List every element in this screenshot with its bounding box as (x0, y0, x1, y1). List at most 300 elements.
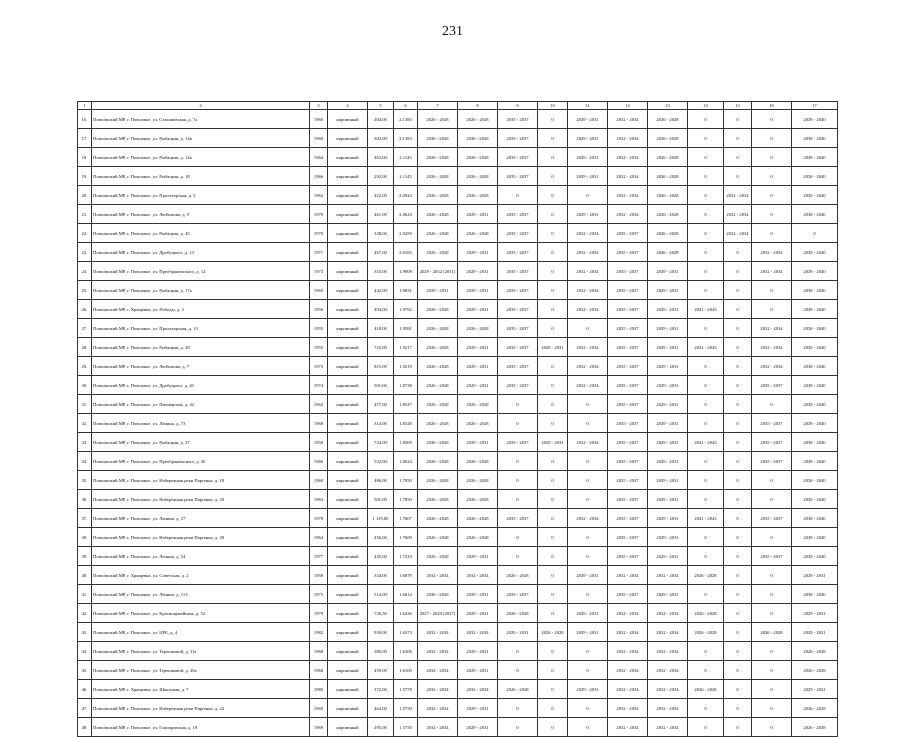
table-cell: 0 (538, 471, 568, 490)
table-cell: 1965 (310, 281, 328, 300)
table-cell: 2038 - 2040 (792, 395, 838, 414)
table-cell: 2038 - 2040 (792, 167, 838, 186)
table-row (78, 509, 838, 528)
table-cell: 0 (752, 300, 792, 319)
table-cell: 815,00 (368, 357, 394, 376)
address-cell: Поволжский МР, г. Поволжье, ул. Рыбацкая, д. 38 (92, 338, 310, 357)
row-number: 31. (78, 395, 92, 414)
address-cell: Поволжский МР, г. Поволжье, ул. Рыбацкая, д. 17а (92, 281, 310, 300)
table-cell: 725,00 (368, 338, 394, 357)
table-cell: 1.8328 (394, 414, 418, 433)
table-cell: 0 (498, 186, 538, 205)
table-cell: кирпичный (328, 281, 368, 300)
table-cell: кирпичный (328, 376, 368, 395)
table-cell: 0 (724, 395, 752, 414)
table-row (78, 547, 838, 566)
table-cell: 2032 - 2034 (608, 566, 648, 585)
row-number: 36. (78, 490, 92, 509)
table-cell: 2032 - 2034 (608, 110, 648, 129)
table-cell: 2035 - 2037 (608, 300, 648, 319)
table-cell: 2029 - 2031 (648, 490, 688, 509)
column-number: 16 (752, 102, 792, 110)
table-cell: кирпичный (328, 148, 368, 167)
table-cell: кирпичный (328, 585, 368, 604)
row-number: 16. (78, 110, 92, 129)
table-cell: 2026 - 2028 (752, 623, 792, 642)
table-cell: 1.8024 (394, 452, 418, 471)
address-cell: Поволжский МР, г. Хрящевка, ул. Победы, д. 2 (92, 300, 310, 319)
table-cell: 0 (498, 395, 538, 414)
table-cell: 2032 - 2034 (648, 699, 688, 718)
table-cell: 2026 - 2028 (792, 718, 838, 737)
table-cell: 0 (724, 661, 752, 680)
table-cell: 0 (752, 471, 792, 490)
table-cell: 2029 - 2031 (648, 471, 688, 490)
table-cell: кирпичный (328, 110, 368, 129)
column-number: 5 (368, 102, 394, 110)
table-row (78, 243, 838, 262)
table-cell: 2.0944 (394, 186, 418, 205)
table-cell: 2035 - 2037 (498, 585, 538, 604)
table-cell: 2.1383 (394, 110, 418, 129)
table-cell: 2029 - 2031 (648, 395, 688, 414)
table-cell: 2026 - 2028 (458, 319, 498, 338)
table-cell: 2038 - 2040 (792, 300, 838, 319)
table-cell: кирпичный (328, 623, 368, 642)
table-cell: 0 (498, 547, 538, 566)
table-row (78, 452, 838, 471)
table-cell: 2026 - 2028 (792, 661, 838, 680)
table-cell: 0 (688, 414, 724, 433)
table-row (78, 110, 838, 129)
table-cell: 0 (752, 680, 792, 699)
table-cell: 0 (538, 528, 568, 547)
table-row (78, 338, 838, 357)
table-cell: 2035 - 2037 (608, 433, 648, 452)
table-cell: 0 (688, 547, 724, 566)
table-cell: 0 (688, 699, 724, 718)
table-cell: 486,00 (368, 471, 394, 490)
table-cell: 0 (688, 319, 724, 338)
table-cell: 2029 - 2031 (458, 376, 498, 395)
table-cell: 0 (752, 604, 792, 623)
table-cell: 1979 (310, 604, 328, 623)
table-cell: 2026 - 2028 (792, 699, 838, 718)
address-cell: Поволжский МР, г. Поволжье, ул. ЦРБ, д. 4 (92, 623, 310, 642)
table-cell: 2.1383 (394, 129, 418, 148)
table-cell: 2038 - 2040 (792, 433, 838, 452)
address-cell: Поволжский МР, г. Поволжье, ул. Ленина, д. 27 (92, 509, 310, 528)
row-number: 32. (78, 414, 92, 433)
table-cell: 0 (538, 110, 568, 129)
table-cell: 726,50 (368, 604, 394, 623)
table-cell: 2038 - 2040 (792, 319, 838, 338)
table-cell: 0 (724, 623, 752, 642)
table-cell: 302,00 (368, 129, 394, 148)
column-number: 10 (538, 102, 568, 110)
address-cell: Поволжский МР, г. Поволжье, ул. Рыбацкая, д. 14в (92, 129, 310, 148)
table-cell: кирпичный (328, 433, 368, 452)
table-cell: 2029 - 2031 (792, 623, 838, 642)
table-cell: 2032 - 2034 (724, 224, 752, 243)
address-cell: Поволжский МР, г. Поволжье, ул. Рыбацкая, д. 37 (92, 433, 310, 452)
table-cell: 1971 (310, 243, 328, 262)
table-row (78, 699, 838, 718)
table-cell: 0 (568, 661, 608, 680)
table-cell: 2026 - 2028 (458, 129, 498, 148)
table-cell: 0 (498, 414, 538, 433)
table-cell: 2029 - 2031 (538, 338, 568, 357)
table-cell: 2035 - 2037 (752, 509, 792, 528)
table-cell: 2026 - 2028 (458, 148, 498, 167)
table-cell: 0 (538, 186, 568, 205)
table-cell: 2035 - 2037 (608, 585, 648, 604)
table-cell: 2029 - 2031 (458, 718, 498, 737)
table-cell: 2029 - 2031 (458, 281, 498, 300)
table-cell: 1.6306 (394, 642, 418, 661)
table-row (78, 604, 838, 623)
table-cell: 2035 - 2037 (608, 471, 648, 490)
table-cell: 2026 - 2028 (418, 490, 458, 509)
row-number: 30. (78, 376, 92, 395)
table-cell: 2029 - 2031 (458, 338, 498, 357)
table-cell: 2029 - 2031 (568, 129, 608, 148)
table-cell: 2038 - 2040 (792, 262, 838, 281)
row-number: 45. (78, 661, 92, 680)
table-cell: 2026 - 2028 (418, 300, 458, 319)
table-cell: 2041 - 2043 (688, 338, 724, 357)
table-cell: 2026 - 2028 (648, 129, 688, 148)
table-cell: 2032 - 2034 (752, 338, 792, 357)
table-cell: 0 (688, 528, 724, 547)
table-cell: 2032 - 2034 (752, 357, 792, 376)
table-row (78, 167, 838, 186)
table-cell: 1960 (310, 129, 328, 148)
table-cell: 2026 - 2028 (688, 604, 724, 623)
table-cell: 334,00 (368, 566, 394, 585)
table-cell: 0 (724, 699, 752, 718)
table-cell: 2032 - 2034 (608, 642, 648, 661)
table-cell: 0 (538, 509, 568, 528)
row-number: 44. (78, 642, 92, 661)
table-cell: 0 (538, 129, 568, 148)
table-cell: 0 (724, 300, 752, 319)
table-cell: 2026 - 2028 (418, 452, 458, 471)
table-cell: 2041 - 2043 (688, 509, 724, 528)
table-cell: 2035 - 2037 (498, 110, 538, 129)
address-cell: Поволжский МР, г. Поволжье, ул. Ленина, д. 54 (92, 547, 310, 566)
table-cell: 2026 - 2028 (418, 205, 458, 224)
address-cell: Поволжский МР, г. Поволжье, ул. Рыбацкая, д. 18 (92, 167, 310, 186)
table-cell: 2035 - 2037 (498, 129, 538, 148)
table-cell: 1962 (310, 395, 328, 414)
table-cell: 0 (724, 110, 752, 129)
table-cell: кирпичный (328, 680, 368, 699)
table-cell: 457,00 (368, 395, 394, 414)
table-cell: 0 (538, 661, 568, 680)
table-cell: 0 (498, 452, 538, 471)
table-row (78, 376, 838, 395)
table-cell: 532,00 (368, 452, 394, 471)
table-cell: 2032 - 2034 (568, 281, 608, 300)
table-row (78, 471, 838, 490)
table-cell: 2029 - 2031 (458, 642, 498, 661)
table-cell: 2035 - 2037 (498, 148, 538, 167)
table-cell: кирпичный (328, 205, 368, 224)
table-cell: 1.9908 (394, 262, 418, 281)
column-number: 11 (568, 102, 608, 110)
table-cell: 2038 - 2040 (792, 357, 838, 376)
table-cell: 2032 - 2034 (568, 357, 608, 376)
table-cell: 2032 - 2034 (458, 623, 498, 642)
table-cell: 461,00 (368, 205, 394, 224)
table-cell: 0 (724, 262, 752, 281)
table-cell: кирпичный (328, 357, 368, 376)
table-cell: 2026 - 2028 (688, 680, 724, 699)
address-cell: Поволжский МР, г. Поволжье, ул. Любимова, д. 7 (92, 357, 310, 376)
table-row (78, 490, 838, 509)
table-cell: 418,00 (368, 319, 394, 338)
table-cell: 0 (752, 110, 792, 129)
table-cell: 2026 - 2028 (418, 547, 458, 566)
table-cell: 1968 (310, 642, 328, 661)
column-number: 17 (792, 102, 838, 110)
row-number: 26. (78, 300, 92, 319)
row-number: 28. (78, 338, 92, 357)
table-cell: кирпичный (328, 414, 368, 433)
table-cell: 2029 - 2031 (458, 262, 498, 281)
table-cell: 2032 - 2034 (608, 699, 648, 718)
table-cell: 1.8309 (394, 433, 418, 452)
table-cell: 2029 - 2031 (458, 300, 498, 319)
table-cell: 0 (538, 414, 568, 433)
table-cell: 1966 (310, 167, 328, 186)
table-cell: 0 (688, 376, 724, 395)
table-row (78, 319, 838, 338)
table-cell: 0 (568, 699, 608, 718)
address-cell: Поволжский МР, г. Поволжье, ул. Терешковой, д. 20а (92, 661, 310, 680)
table-cell: 2026 - 2028 (458, 224, 498, 243)
table-cell: 0 (498, 528, 538, 547)
table-cell: 2032 - 2034 (648, 566, 688, 585)
table-cell: 0 (568, 490, 608, 509)
table-cell: 0 (724, 376, 752, 395)
address-cell: Поволжский МР, г. Поволжье, ул. Пролетарская, д. 5 (92, 186, 310, 205)
table-cell: 2029 - 2031 (648, 452, 688, 471)
row-number: 19. (78, 167, 92, 186)
table-cell: 2035 - 2037 (608, 509, 648, 528)
address-cell: Поволжский МР, г. Поволжье, ул. Рыбацкая, д. 45 (92, 224, 310, 243)
table-cell: 2032 - 2034 (608, 680, 648, 699)
table-cell: 2029 - 2031 (458, 357, 498, 376)
table-cell: 2032 - 2034 (752, 319, 792, 338)
table-cell: 0 (724, 680, 752, 699)
table-cell: кирпичный (328, 129, 368, 148)
table-cell: 1982 (310, 623, 328, 642)
table-cell: 1.7850 (394, 471, 418, 490)
table-cell: 0 (568, 395, 608, 414)
table-cell: 0 (538, 281, 568, 300)
table-cell: 0 (724, 433, 752, 452)
table-cell: 2032 - 2034 (568, 262, 608, 281)
table-cell: 0 (538, 262, 568, 281)
table-cell: 2026 - 2028 (648, 148, 688, 167)
table-cell: 1958 (310, 566, 328, 585)
table-cell: 2035 - 2037 (752, 433, 792, 452)
address-cell: Поволжский МР, г. Поволжье, ул. Набережная реки Паргенка, д. 22 (92, 699, 310, 718)
column-number: 9 (498, 102, 538, 110)
table-cell: 1958 (310, 433, 328, 452)
address-cell: Поволжский МР, г. Поволжье, ул. Ленина, д. 73 (92, 414, 310, 433)
address-cell: Поволжский МР, г. Поволжье, ул. Дробуцкого, д. 20 (92, 376, 310, 395)
table-cell: 2038 - 2040 (792, 148, 838, 167)
table-cell: 2026 - 2028 (458, 414, 498, 433)
table-cell: 2032 - 2034 (608, 148, 648, 167)
table-cell: кирпичный (328, 300, 368, 319)
table-cell: 2035 - 2037 (498, 243, 538, 262)
table-cell: 0 (724, 129, 752, 148)
table-cell: 2027 - 2029 (2027) (418, 604, 458, 623)
address-cell: Поволжский МР, г. Поволжье, ул. Рыбацкая, д. 14а (92, 148, 310, 167)
table-cell: кирпичный (328, 642, 368, 661)
table-cell: кирпичный (328, 395, 368, 414)
table-cell: 380,00 (368, 642, 394, 661)
table-cell: 2026 - 2028 (418, 319, 458, 338)
register-table (77, 101, 838, 737)
table-cell: 2032 - 2034 (568, 376, 608, 395)
row-number: 46. (78, 680, 92, 699)
table-cell: 2029 - 2031 (458, 205, 498, 224)
table-row (78, 718, 838, 737)
column-number: 6 (394, 102, 418, 110)
table-cell: 456,00 (368, 528, 394, 547)
table-cell: 0 (538, 148, 568, 167)
table-cell: 1973 (310, 262, 328, 281)
table-cell: 2035 - 2037 (752, 547, 792, 566)
table-cell: 0 (538, 642, 568, 661)
table-cell: 0 (688, 129, 724, 148)
table-row (78, 433, 838, 452)
address-cell: Поволжский МР, г. Поволжье, ул. Стахановская, д. 7а (92, 110, 310, 129)
table-cell: 2029 - 2031 (568, 604, 608, 623)
table-cell: 2032 - 2034 (568, 300, 608, 319)
table-cell: 0 (724, 338, 752, 357)
table-cell: 0 (688, 471, 724, 490)
table-row (78, 395, 838, 414)
table-cell: 0 (724, 528, 752, 547)
table-cell: 2026 - 2028 (688, 623, 724, 642)
table-cell: кирпичный (328, 186, 368, 205)
table-cell: 2035 - 2037 (498, 300, 538, 319)
table-cell: 2032 - 2034 (418, 642, 458, 661)
table-cell: 0 (568, 642, 608, 661)
table-cell: 2038 - 2040 (792, 110, 838, 129)
table-cell: 0 (752, 148, 792, 167)
table-cell: 1955 (310, 338, 328, 357)
table-cell: 0 (688, 642, 724, 661)
table-cell: 1964 (310, 148, 328, 167)
row-number: 23. (78, 243, 92, 262)
table-cell: 2029 - 2031 (648, 300, 688, 319)
table-cell: 2026 - 2028 (538, 623, 568, 642)
table-cell: 2026 - 2028 (458, 452, 498, 471)
table-cell: 0 (724, 718, 752, 737)
row-number: 35. (78, 471, 92, 490)
table-cell: 2029 - 2031 (458, 604, 498, 623)
row-number: 21. (78, 205, 92, 224)
row-number: 47. (78, 699, 92, 718)
table-cell: 2035 - 2037 (608, 262, 648, 281)
table-cell: 2.0165 (394, 243, 418, 262)
table-cell: 930,00 (368, 623, 394, 642)
table-cell: 1955 (310, 319, 328, 338)
table-cell: 1.7607 (394, 509, 418, 528)
row-number: 29. (78, 357, 92, 376)
table-cell: 2032 - 2034 (608, 661, 648, 680)
table-cell: 0 (724, 566, 752, 585)
table-cell: 0 (724, 414, 752, 433)
table-cell: 2035 - 2037 (498, 357, 538, 376)
table-cell: 1968 (310, 661, 328, 680)
table-cell: 2029 - 2031 (648, 338, 688, 357)
table-cell: 2.1143 (394, 148, 418, 167)
table-cell: 0 (724, 547, 752, 566)
table-cell: 1.9219 (394, 357, 418, 376)
table-cell: 0 (688, 718, 724, 737)
table-cell: 2026 - 2028 (498, 566, 538, 585)
table-cell: 0 (724, 509, 752, 528)
address-cell: Поволжский МР, г. Поволжье, ул. Гончаровская, д. 18 (92, 718, 310, 737)
table-cell: 0 (568, 414, 608, 433)
table-cell: 0 (538, 205, 568, 224)
table-cell: 514,00 (368, 585, 394, 604)
table-cell: 0 (724, 148, 752, 167)
table-cell: 0 (724, 585, 752, 604)
table-cell: 2035 - 2037 (608, 357, 648, 376)
table-cell: 0 (688, 395, 724, 414)
address-cell: Поволжский МР, г. Поволжье, ул. Набережная реки Паргенка, д. 18 (92, 471, 310, 490)
table-cell: 2035 - 2037 (608, 395, 648, 414)
table-cell: 2035 - 2037 (498, 262, 538, 281)
table-cell: 2035 - 2037 (608, 452, 648, 471)
table-cell: 724,00 (368, 433, 394, 452)
table-cell: 2026 - 2028 (498, 604, 538, 623)
row-number: 40. (78, 566, 92, 585)
address-cell: Поволжский МР, г. Поволжье, ул. Ленина, д. 113 (92, 585, 310, 604)
table-cell: 2026 - 2028 (648, 224, 688, 243)
row-number: 48. (78, 718, 92, 737)
table-cell: 2026 - 2028 (458, 528, 498, 547)
table-cell: 0 (538, 300, 568, 319)
table-row (78, 585, 838, 604)
table-cell: 2029 - 2031 (568, 680, 608, 699)
table-cell: 353,00 (368, 262, 394, 281)
table-cell: 1.7850 (394, 490, 418, 509)
table-cell: 0 (688, 243, 724, 262)
table-cell: 0 (688, 224, 724, 243)
row-number: 38. (78, 528, 92, 547)
table-cell: 2032 - 2034 (418, 623, 458, 642)
row-number: 37. (78, 509, 92, 528)
table-cell: 0 (568, 186, 608, 205)
table-cell: 2026 - 2028 (648, 167, 688, 186)
address-cell: Поволжский МР, г. Поволжье, ул. Пролетарская, д. 13 (92, 319, 310, 338)
table-cell: 2041 - 2043 (688, 433, 724, 452)
table-cell: 1.9792 (394, 300, 418, 319)
table-cell: 2029 - 2031 (648, 547, 688, 566)
table-cell: 2026 - 2028 (418, 243, 458, 262)
table-cell: 2029 - 2031 (568, 167, 608, 186)
